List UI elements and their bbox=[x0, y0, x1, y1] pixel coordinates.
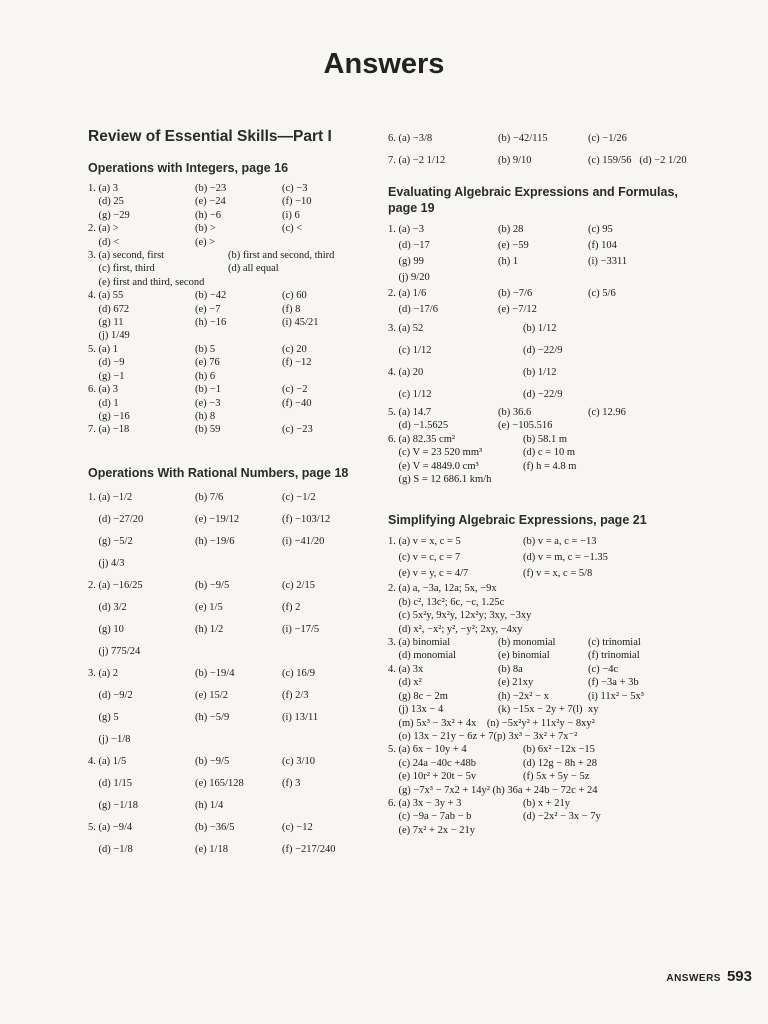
evaluating-answers-1 bbox=[388, 222, 678, 318]
answer-cell: (b) 8a bbox=[498, 663, 523, 675]
answer-cell bbox=[498, 270, 588, 286]
answer-cell: 4. (a) 3x bbox=[388, 663, 424, 675]
answer-cell: (d) monomial bbox=[388, 650, 456, 662]
answer-cell: (h) 1/2 bbox=[195, 623, 224, 635]
answer-cell: (j) 9/20 bbox=[388, 272, 430, 283]
answer-line: (g) −7x³ − 7x2 + 14y² (h) 36a + 24b − 72c + 24 bbox=[388, 784, 598, 796]
answer-cell bbox=[282, 641, 370, 663]
answer-cell: (d) −17 bbox=[388, 240, 430, 251]
answer-cell bbox=[282, 410, 370, 423]
answer-cell: 3. (a) second, first bbox=[88, 250, 165, 262]
answer-cell bbox=[195, 641, 282, 663]
answer-cell: (d) −17/6 bbox=[388, 304, 438, 315]
answer-cell: (e) −19/12 bbox=[195, 513, 240, 525]
answer-cell: (d) −22/9 bbox=[523, 345, 563, 356]
rational-answers bbox=[88, 487, 370, 861]
answer-cell bbox=[282, 795, 370, 817]
answer-cell: (b) −7/6 bbox=[498, 288, 533, 299]
answer-cell: 5. (a) 1 bbox=[88, 343, 119, 355]
answer-cell: (e) −24 bbox=[195, 196, 226, 208]
answer-cell: 6. (a) 3 bbox=[88, 384, 119, 396]
answer-cell: 7. (a) −18 bbox=[88, 424, 130, 436]
integers-answers-1 bbox=[88, 182, 370, 249]
answer-cell: (h) −5/9 bbox=[195, 711, 230, 723]
answer-cell: (b) 58.1 m bbox=[523, 433, 568, 445]
answer-cell: 3. (a) 52 bbox=[388, 323, 424, 334]
answer-cell: (e) first and third, second bbox=[88, 276, 205, 288]
answer-line: (m) 5x³ − 3x² + 4x (n) −5x²y² + 11x²y − 8xy² bbox=[388, 717, 595, 729]
answer-cell: (e) −105.516 bbox=[498, 420, 553, 432]
answer-cell: (c) first, third bbox=[88, 263, 155, 275]
answer-cell: (c) −12 bbox=[282, 821, 313, 833]
evaluating-answers-6 bbox=[388, 433, 678, 487]
answer-cell: 2. (a) > bbox=[88, 223, 119, 235]
answer-cell: 2. (a) 1/6 bbox=[388, 288, 427, 299]
answer-cell: (g) −1/18 bbox=[88, 799, 138, 811]
integers-answers-4 bbox=[88, 289, 370, 436]
answer-cell: (c) 1/12 bbox=[388, 345, 432, 356]
answer-cell: (e) 76 bbox=[195, 357, 220, 369]
answer-cell: (d) x² bbox=[388, 677, 422, 689]
answer-cell: (i) 13/11 bbox=[282, 711, 319, 723]
answer-cell: (g) −16 bbox=[88, 410, 130, 422]
answer-cell: (e) 21xy bbox=[498, 677, 534, 689]
answer-cell: (f) h = 4.8 m bbox=[523, 460, 577, 472]
answer-cell: (c) 16/9 bbox=[282, 667, 315, 679]
answer-cell: (g) 99 bbox=[388, 256, 424, 267]
answer-cell: 1. (a) 3 bbox=[88, 183, 119, 194]
answer-cell: 6. (a) 3x − 3y + 3 bbox=[388, 797, 462, 809]
answer-cell: (b) x + 21y bbox=[523, 797, 571, 809]
answer-cell: (c) −3 bbox=[282, 183, 308, 194]
answer-cell: (f) 2/3 bbox=[282, 689, 309, 701]
section-title-rational: Operations With Rational Numbers, page 18 bbox=[88, 465, 349, 480]
answer-cell: (c) −1/26 bbox=[588, 133, 627, 144]
answer-cell: 3. (a) binomial bbox=[388, 637, 451, 649]
answer-line: (b) c², 13c²; 6c, −c, 1.25c bbox=[388, 596, 505, 608]
answer-cell: (c) < bbox=[282, 223, 303, 235]
answer-cell: (h) −16 bbox=[195, 317, 227, 329]
answer-cell: 3. (a) 2 bbox=[88, 667, 119, 679]
answer-cell: (f) trinomial bbox=[588, 650, 640, 662]
simplifying-answers-2 bbox=[388, 582, 678, 636]
answer-cell: 1. (a) −3 bbox=[388, 224, 424, 235]
answer-cell: (f) −40 bbox=[282, 397, 312, 409]
answer-cell: (e) −7 bbox=[195, 303, 221, 315]
answer-cell: (d) 3/2 bbox=[88, 601, 127, 613]
answer-cell: (c) 2/15 bbox=[282, 579, 315, 591]
footer-word: ANSWERS bbox=[666, 973, 721, 984]
answer-cell: (b) 9/10 bbox=[498, 155, 532, 166]
answer-cell: (c) V = 23 520 mm³ bbox=[388, 447, 483, 459]
answer-cell: (b) 28 bbox=[498, 224, 524, 235]
answer-cell: (b) −1 bbox=[195, 384, 222, 396]
answer-cell: (e) −59 bbox=[498, 240, 529, 251]
answer-cell: (f) −217/240 bbox=[282, 843, 336, 855]
page-footer bbox=[666, 968, 752, 986]
answer-cell: (g) S = 12 686.1 km/h bbox=[388, 474, 492, 486]
answer-cell: (d) −1/8 bbox=[88, 843, 133, 855]
answer-cell: (f) −12 bbox=[282, 357, 312, 369]
answer-cell: (c) 3/10 bbox=[282, 755, 315, 767]
page-number: 593 bbox=[726, 968, 752, 985]
answer-cell: (e) > bbox=[195, 236, 216, 248]
section-title-simplifying: Simplifying Algebraic Expressions, page 21 bbox=[388, 513, 647, 528]
answer-cell: (d) −27/20 bbox=[88, 513, 144, 525]
answer-cell: (f) 8 bbox=[282, 303, 301, 315]
answer-cell: 2. (a) −16/25 bbox=[88, 579, 143, 591]
answer-cell: (b) −9/5 bbox=[195, 579, 230, 591]
answer-line: (c) 5x²y, 9x²y, 12x²y; 3xy, −3xy bbox=[388, 610, 532, 622]
answer-cell: (b) monomial bbox=[498, 637, 556, 649]
answer-cell: (f) 3 bbox=[282, 777, 301, 789]
answer-cell: (b) −42/115 bbox=[498, 133, 548, 144]
answer-cell: (c) 159/56 (d) −2 1/20 bbox=[588, 155, 687, 166]
integers-answers-3 bbox=[88, 249, 370, 289]
answer-cell: (i) 6 bbox=[282, 209, 300, 221]
answer-cell: (b) first and second, third bbox=[228, 250, 335, 262]
answer-cell: (c) −23 bbox=[282, 424, 313, 436]
answer-cell: (c) trinomial bbox=[588, 637, 641, 649]
answer-cell: (d) v = m, c = −1.35 bbox=[523, 552, 608, 564]
answer-cell: (c) 20 bbox=[282, 343, 307, 355]
answer-cell: (d) −9 bbox=[88, 357, 125, 369]
answer-cell: (d) < bbox=[88, 236, 120, 248]
answer-line: 2. (a) a, −3a, 12a; 5x, −9x bbox=[388, 583, 497, 595]
answer-cell: (i) 45/21 bbox=[282, 317, 319, 329]
answer-cell: (e) 165/128 bbox=[195, 777, 244, 789]
answer-cell: xy bbox=[588, 704, 599, 716]
answer-cell: (b) 7/6 bbox=[195, 491, 224, 503]
answer-cell: 5. (a) −9/4 bbox=[88, 821, 133, 833]
answer-cell: (h) 1/4 bbox=[195, 799, 224, 811]
answer-cell: (j) 13x − 4 bbox=[388, 704, 444, 716]
rational-answers-cont bbox=[388, 128, 687, 172]
answer-cell bbox=[523, 473, 678, 486]
answer-cell: (e) −3 bbox=[195, 397, 221, 409]
answer-cell: (b) 5 bbox=[195, 343, 216, 355]
answer-cell: 4. (a) 20 bbox=[388, 367, 424, 378]
part-title: Review of Essential Skills—Part I bbox=[88, 128, 332, 145]
answer-cell bbox=[523, 824, 678, 837]
answer-cell: (i) −17/5 bbox=[282, 623, 320, 635]
answer-cell bbox=[282, 729, 370, 751]
answer-cell: (c) 60 bbox=[282, 290, 307, 302]
answer-cell: (d) all equal bbox=[228, 263, 279, 275]
answer-cell: (e) v = y, c = 4/7 bbox=[388, 568, 469, 580]
answer-cell: (c) −9a − 7ab − b bbox=[388, 811, 472, 823]
answer-cell: (g) −29 bbox=[88, 209, 130, 221]
answer-cell: (h) 1 bbox=[498, 256, 519, 267]
answer-line: (d) x², −x²; y², −y²; 2xy, −4xy bbox=[388, 623, 523, 635]
answer-cell bbox=[588, 419, 678, 432]
answer-cell: (f) −10 bbox=[282, 196, 312, 208]
answer-cell bbox=[282, 370, 370, 383]
simplifying-answers-5 bbox=[388, 743, 678, 783]
answer-cell: (e) 1/18 bbox=[195, 843, 228, 855]
answer-cell: (d) 12g − 8h + 28 bbox=[523, 757, 597, 769]
answer-cell: (b) 36.6 bbox=[498, 407, 532, 418]
answer-cell: (e) 1/5 bbox=[195, 601, 223, 613]
answer-cell: (e) −7/12 bbox=[498, 304, 537, 315]
answer-cell: (c) 5/6 bbox=[588, 288, 616, 299]
answer-cell: (b) v = a, c = −13 bbox=[523, 536, 597, 548]
answer-cell: 1. (a) v = x, c = 5 bbox=[388, 536, 461, 548]
evaluating-answers-3 bbox=[388, 318, 678, 406]
answer-cell: (j) 775/24 bbox=[88, 645, 141, 657]
answer-cell: (e) V = 4849.0 cm³ bbox=[388, 460, 479, 472]
answer-cell: (j) 4/3 bbox=[88, 557, 125, 569]
answer-cell bbox=[282, 329, 370, 342]
answer-cell: (g) −5/2 bbox=[88, 535, 133, 547]
answer-cell: (d) −2x² − 3x − 7y bbox=[523, 811, 601, 823]
answer-cell: (d) 1/15 bbox=[88, 777, 133, 789]
answer-cell: 6. (a) 82.35 cm² bbox=[388, 433, 456, 445]
answer-cell: 6. (a) −3/8 bbox=[388, 133, 433, 144]
answer-cell bbox=[588, 302, 678, 318]
answer-cell: (f) v = x, c = 5/8 bbox=[523, 568, 593, 580]
answer-cell bbox=[195, 329, 282, 342]
answer-cell bbox=[588, 270, 678, 286]
answer-cell: (d) −1.5625 bbox=[388, 420, 449, 432]
answer-cell: (d) 25 bbox=[88, 196, 124, 208]
evaluating-answers-5 bbox=[388, 406, 678, 433]
answer-cell: (f) −103/12 bbox=[282, 513, 331, 525]
answer-cell: (d) 672 bbox=[88, 303, 130, 315]
answer-cell: (h) 6 bbox=[195, 370, 216, 382]
answer-cell: (b) −36/5 bbox=[195, 821, 235, 833]
answer-cell: (g) 5 bbox=[88, 711, 119, 723]
answer-cell: (g) 10 bbox=[88, 623, 124, 635]
answer-cell: (b) −42 bbox=[195, 290, 227, 302]
answer-cell: (d) c = 10 m bbox=[523, 447, 575, 459]
section-title-integers: Operations with Integers, page 16 bbox=[88, 161, 289, 175]
answer-cell: (d) 1 bbox=[88, 397, 119, 409]
answer-cell bbox=[195, 553, 282, 575]
answer-cell: (k) −15x − 2y + 7(l) bbox=[498, 704, 583, 716]
answer-cell: (e) 15/2 bbox=[195, 689, 228, 701]
answer-cell: (b) 1/12 bbox=[523, 323, 557, 334]
answer-cell: (e) 10r² + 20t − 5v bbox=[388, 771, 477, 783]
answer-cell: 7. (a) −2 1/12 bbox=[388, 155, 446, 166]
answer-cell: (g) −1 bbox=[88, 370, 125, 382]
page-title: Answers bbox=[323, 48, 445, 80]
answer-cell bbox=[282, 236, 370, 249]
simplifying-answers-5g bbox=[388, 784, 678, 797]
answer-cell: (h) −2x² − x bbox=[498, 690, 549, 702]
answer-cell: (f) −3a + 3b bbox=[588, 677, 639, 689]
answer-cell bbox=[228, 276, 368, 289]
answer-cell: (j) −1/8 bbox=[88, 733, 131, 745]
answer-cell: (h) −6 bbox=[195, 209, 222, 221]
answer-cell: (h) −19/6 bbox=[195, 535, 235, 547]
answer-cell: 1. (a) −1/2 bbox=[88, 491, 133, 503]
answer-cell: (h) 8 bbox=[195, 410, 216, 422]
answer-cell: (b) −9/5 bbox=[195, 755, 230, 767]
answer-cell: (c) −1/2 bbox=[282, 491, 316, 503]
answer-cell: (i) −3311 bbox=[588, 256, 628, 267]
simplifying-answers-4m bbox=[388, 717, 678, 744]
answer-cell bbox=[195, 729, 282, 751]
simplifying-answers-1 bbox=[388, 534, 678, 582]
answer-cell: (g) 8c − 2m bbox=[388, 690, 448, 702]
simplifying-answers-6 bbox=[388, 797, 678, 837]
answer-cell: (d) −9/2 bbox=[88, 689, 133, 701]
answer-cell: (c) −4c bbox=[588, 663, 619, 675]
answer-cell: (b) > bbox=[195, 223, 216, 235]
answer-cell: (i) 11x² − 5x³ bbox=[588, 690, 644, 702]
answer-cell: (g) 11 bbox=[88, 317, 124, 329]
answer-cell: (b) −23 bbox=[195, 183, 227, 194]
answer-cell: (c) −2 bbox=[282, 384, 308, 396]
answer-cell: (b) −19/4 bbox=[195, 667, 235, 679]
answer-cell: 5. (a) 14.7 bbox=[388, 407, 432, 418]
answer-cell: (c) 24a −40c +48b bbox=[388, 757, 476, 769]
answer-cell: (f) 5x + 5y − 5z bbox=[523, 771, 590, 783]
answer-cell: (c) v = c, c = 7 bbox=[388, 552, 461, 564]
simplifying-answers-3 bbox=[388, 636, 678, 716]
answer-line: (o) 13x − 21y − 6z + 7(p) 3x³ − 3x² + 7x⁻² bbox=[388, 730, 578, 742]
answer-cell: (c) 95 bbox=[588, 224, 613, 235]
answer-cell: (f) 104 bbox=[588, 240, 617, 251]
answer-cell: (b) 1/12 bbox=[523, 367, 557, 378]
answer-cell: 5. (a) 6x − 10y + 4 bbox=[388, 744, 467, 756]
answer-cell: (c) 12.96 bbox=[588, 407, 626, 418]
right-column bbox=[388, 128, 687, 837]
answer-cell: (c) 1/12 bbox=[388, 389, 432, 400]
answer-cell: (b) 59 bbox=[195, 424, 221, 436]
answer-cell: (e) 7x² + 2x − 21y bbox=[388, 824, 476, 836]
section-title-evaluating: Evaluating Algebraic Expressions and Formulas, page 19 bbox=[388, 185, 678, 215]
left-column bbox=[88, 128, 370, 861]
answer-cell: (j) 1/49 bbox=[88, 330, 130, 342]
answer-cell: 4. (a) 1/5 bbox=[88, 755, 127, 767]
answer-cell: 4. (a) 55 bbox=[88, 290, 124, 302]
answer-cell bbox=[282, 553, 370, 575]
answer-cell: (f) 2 bbox=[282, 601, 301, 613]
answer-cell: (b) 6x² −12x −15 bbox=[523, 744, 595, 756]
answer-cell: (e) binomial bbox=[498, 650, 550, 662]
answer-cell: (d) −22/9 bbox=[523, 389, 563, 400]
answer-cell: (i) −41/20 bbox=[282, 535, 325, 547]
